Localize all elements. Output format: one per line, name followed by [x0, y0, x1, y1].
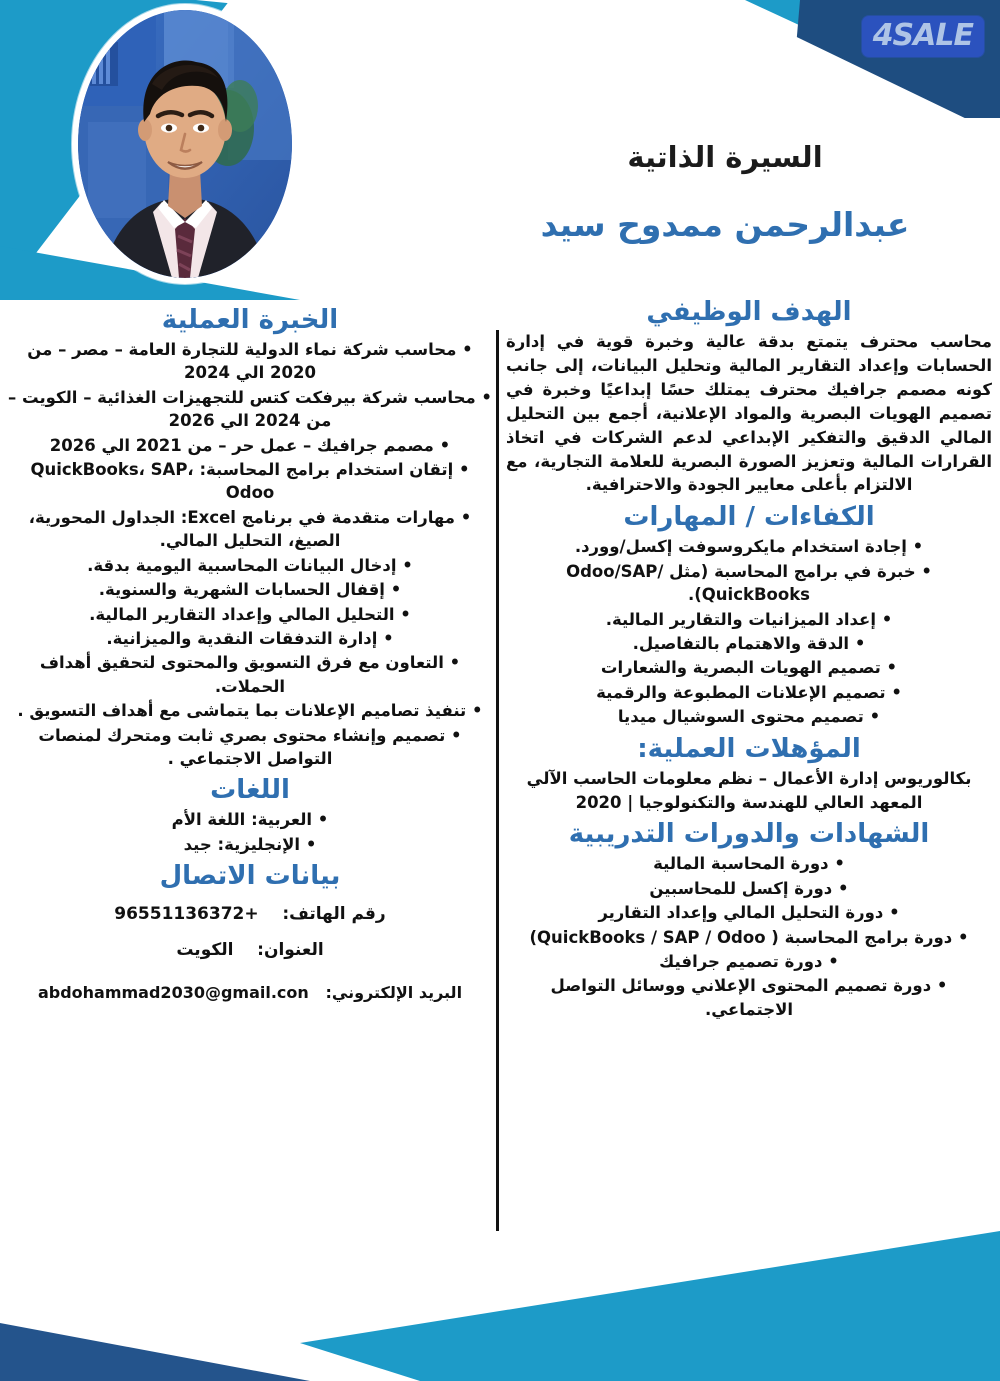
list-item: • تصميم وإنشاء محتوى بصري ثابت ومتحرك لمنصات التواصل الاجتماعي .	[38, 725, 462, 769]
footer-banner	[0, 1231, 1000, 1381]
experience-list	[8, 338, 492, 771]
list-item: • إدارة التدفقات النقدية والميزانية.	[106, 628, 394, 648]
contact-phone-row	[8, 902, 492, 928]
list-item: • التعاون مع فرق التسويق والمحتوى لتحقيق أهداف الحملات.	[39, 653, 461, 696]
contact-email-value[interactable]: abdohammad2030@gmail.con	[37, 983, 309, 1003]
list-item: • دورة المحاسبة المالية	[653, 854, 845, 874]
languages-list	[8, 808, 492, 856]
list-item: • الدقة والاهتمام بالتفاصيل.	[632, 633, 866, 653]
list-item: • تصميم الهويات البصرية والشعارات	[600, 658, 898, 678]
list-item: • محاسب شركة نماء الدولية للتجارة العامة – مصر – من 2020 الي 2024	[27, 339, 473, 383]
footer-shapes-svg	[0, 1231, 1000, 1381]
list-item: • التحليل المالي وإعداد التقارير المالية.	[89, 604, 411, 624]
profile-photo-image	[78, 10, 292, 278]
list-item: • محاسب شركة بيرفكت كتس للتجهيزات الغذائية – الكويت – من 2024 الي 2026	[8, 387, 492, 431]
qualifications-heading: المؤهلات العملية:	[637, 733, 861, 764]
right-column	[506, 292, 992, 1022]
column-divider	[496, 330, 499, 1266]
contact-address-label: العنوان:	[257, 939, 324, 960]
list-item: • إعداد الميزانيات والتقارير المالية.	[605, 609, 893, 629]
document-title: السيرة الذاتية	[627, 140, 823, 174]
contact-address-value: الكويت	[176, 939, 234, 960]
skills-list	[506, 535, 992, 728]
qualifications-list	[506, 767, 992, 815]
list-item: • دورة تصميم جرافيك	[659, 951, 839, 971]
list-item: • إجادة استخدام مايكروسوفت إكسل/وورد.	[574, 537, 924, 557]
contact-email-row	[8, 981, 492, 1005]
list-item: • دورة إكسل للمحاسبين	[649, 878, 849, 898]
person-name: عبدالرحمن ممدوح سيد	[540, 205, 910, 244]
contact-phone-value[interactable]: +96551136372	[114, 904, 259, 925]
contact-address-row	[8, 938, 492, 964]
certificates-heading: الشهادات والدورات التدريبية	[568, 819, 930, 850]
left-column	[8, 300, 492, 1005]
profile-photo	[72, 4, 298, 284]
contact-email-label: البريد الإلكتروني:	[325, 983, 463, 1003]
list-item: • إتقان استخدام برامج المحاسبة: QuickBooks، SAP، Odoo	[30, 460, 470, 503]
list-item: • دورة تصميم المحتوى الإعلاني ووسائل التواصل الاجتماعي.	[550, 976, 948, 1019]
list-item: بكالوريوس إدارة الأعمال – نظم معلومات الحاسب الآلي	[526, 768, 972, 788]
list-item: • الإنجليزية: جيد	[183, 834, 317, 854]
contact-phone-label: رقم الهاتف:	[282, 904, 386, 925]
list-item: • خبرة في برامج المحاسبة (مثل Odoo/SAP/ QuickBooks).	[566, 561, 932, 605]
objective-heading: الهدف الوظيفي	[646, 297, 852, 327]
languages-heading: اللغات	[210, 775, 290, 806]
list-item: • دورة برامج المحاسبة ( QuickBooks / SAP / Odoo)	[529, 927, 969, 947]
list-item: • دورة التحليل المالي وإعداد التقارير	[598, 903, 900, 923]
certificates-list	[506, 852, 992, 1021]
list-item: • تصميم محتوى السوشيال ميديا	[617, 707, 881, 727]
list-item: المعهد العالي للهندسة والتكنولوجيا | 2020	[575, 792, 923, 812]
list-item: • إدخال البيانات المحاسبية اليومية بدقة.	[87, 555, 413, 575]
list-item: • مصمم جرافيك – عمل حر – من 2021 الي 2026	[49, 435, 451, 455]
objective-body: محاسب محترف يتمتع بدقة عالية وخبرة قوية في إدارة الحسابات وإعداد التقارير المالية وتحليل البيانات، إلى جانب كونه مصمم جرافيك محترف يمتلك حسًا إبداعيًا وخبرة في تصميم الهويات البصرية والمواد الإعلانية، أجمع بين التحليل المالي الدقيق والتفكير الإبداعي لدعم الشركات في اتخاذ القرارات المالية وتعزيز الصورة البصرية للعلامة التجارية، مع الالتزام بأعلى معايير الجودة والاحترافية.	[506, 331, 992, 495]
list-item: • مهارات متقدمة في برنامج Excel: الجداول المحورية، الصيغ، التحليل المالي.	[28, 507, 472, 551]
portrait-illustration	[78, 10, 292, 278]
brand-logo[interactable]	[862, 16, 984, 57]
list-item: • العربية: اللغة الأم	[171, 810, 329, 830]
list-item: • تصميم الإعلانات المطبوعة والرقمية	[596, 682, 902, 702]
list-item: • إقفال الحسابات الشهرية والسنوية.	[98, 580, 402, 600]
list-item: • تنفيذ تصاميم الإعلانات بما يتماشى مع أهداف التسويق .	[17, 701, 483, 721]
brand-logo-text: 4SALE	[872, 18, 973, 53]
contact-heading: بيانات الاتصال	[159, 861, 341, 892]
experience-heading: الخبرة العملية	[161, 305, 339, 335]
skills-heading: الكفاءات / المهارات	[623, 502, 875, 533]
